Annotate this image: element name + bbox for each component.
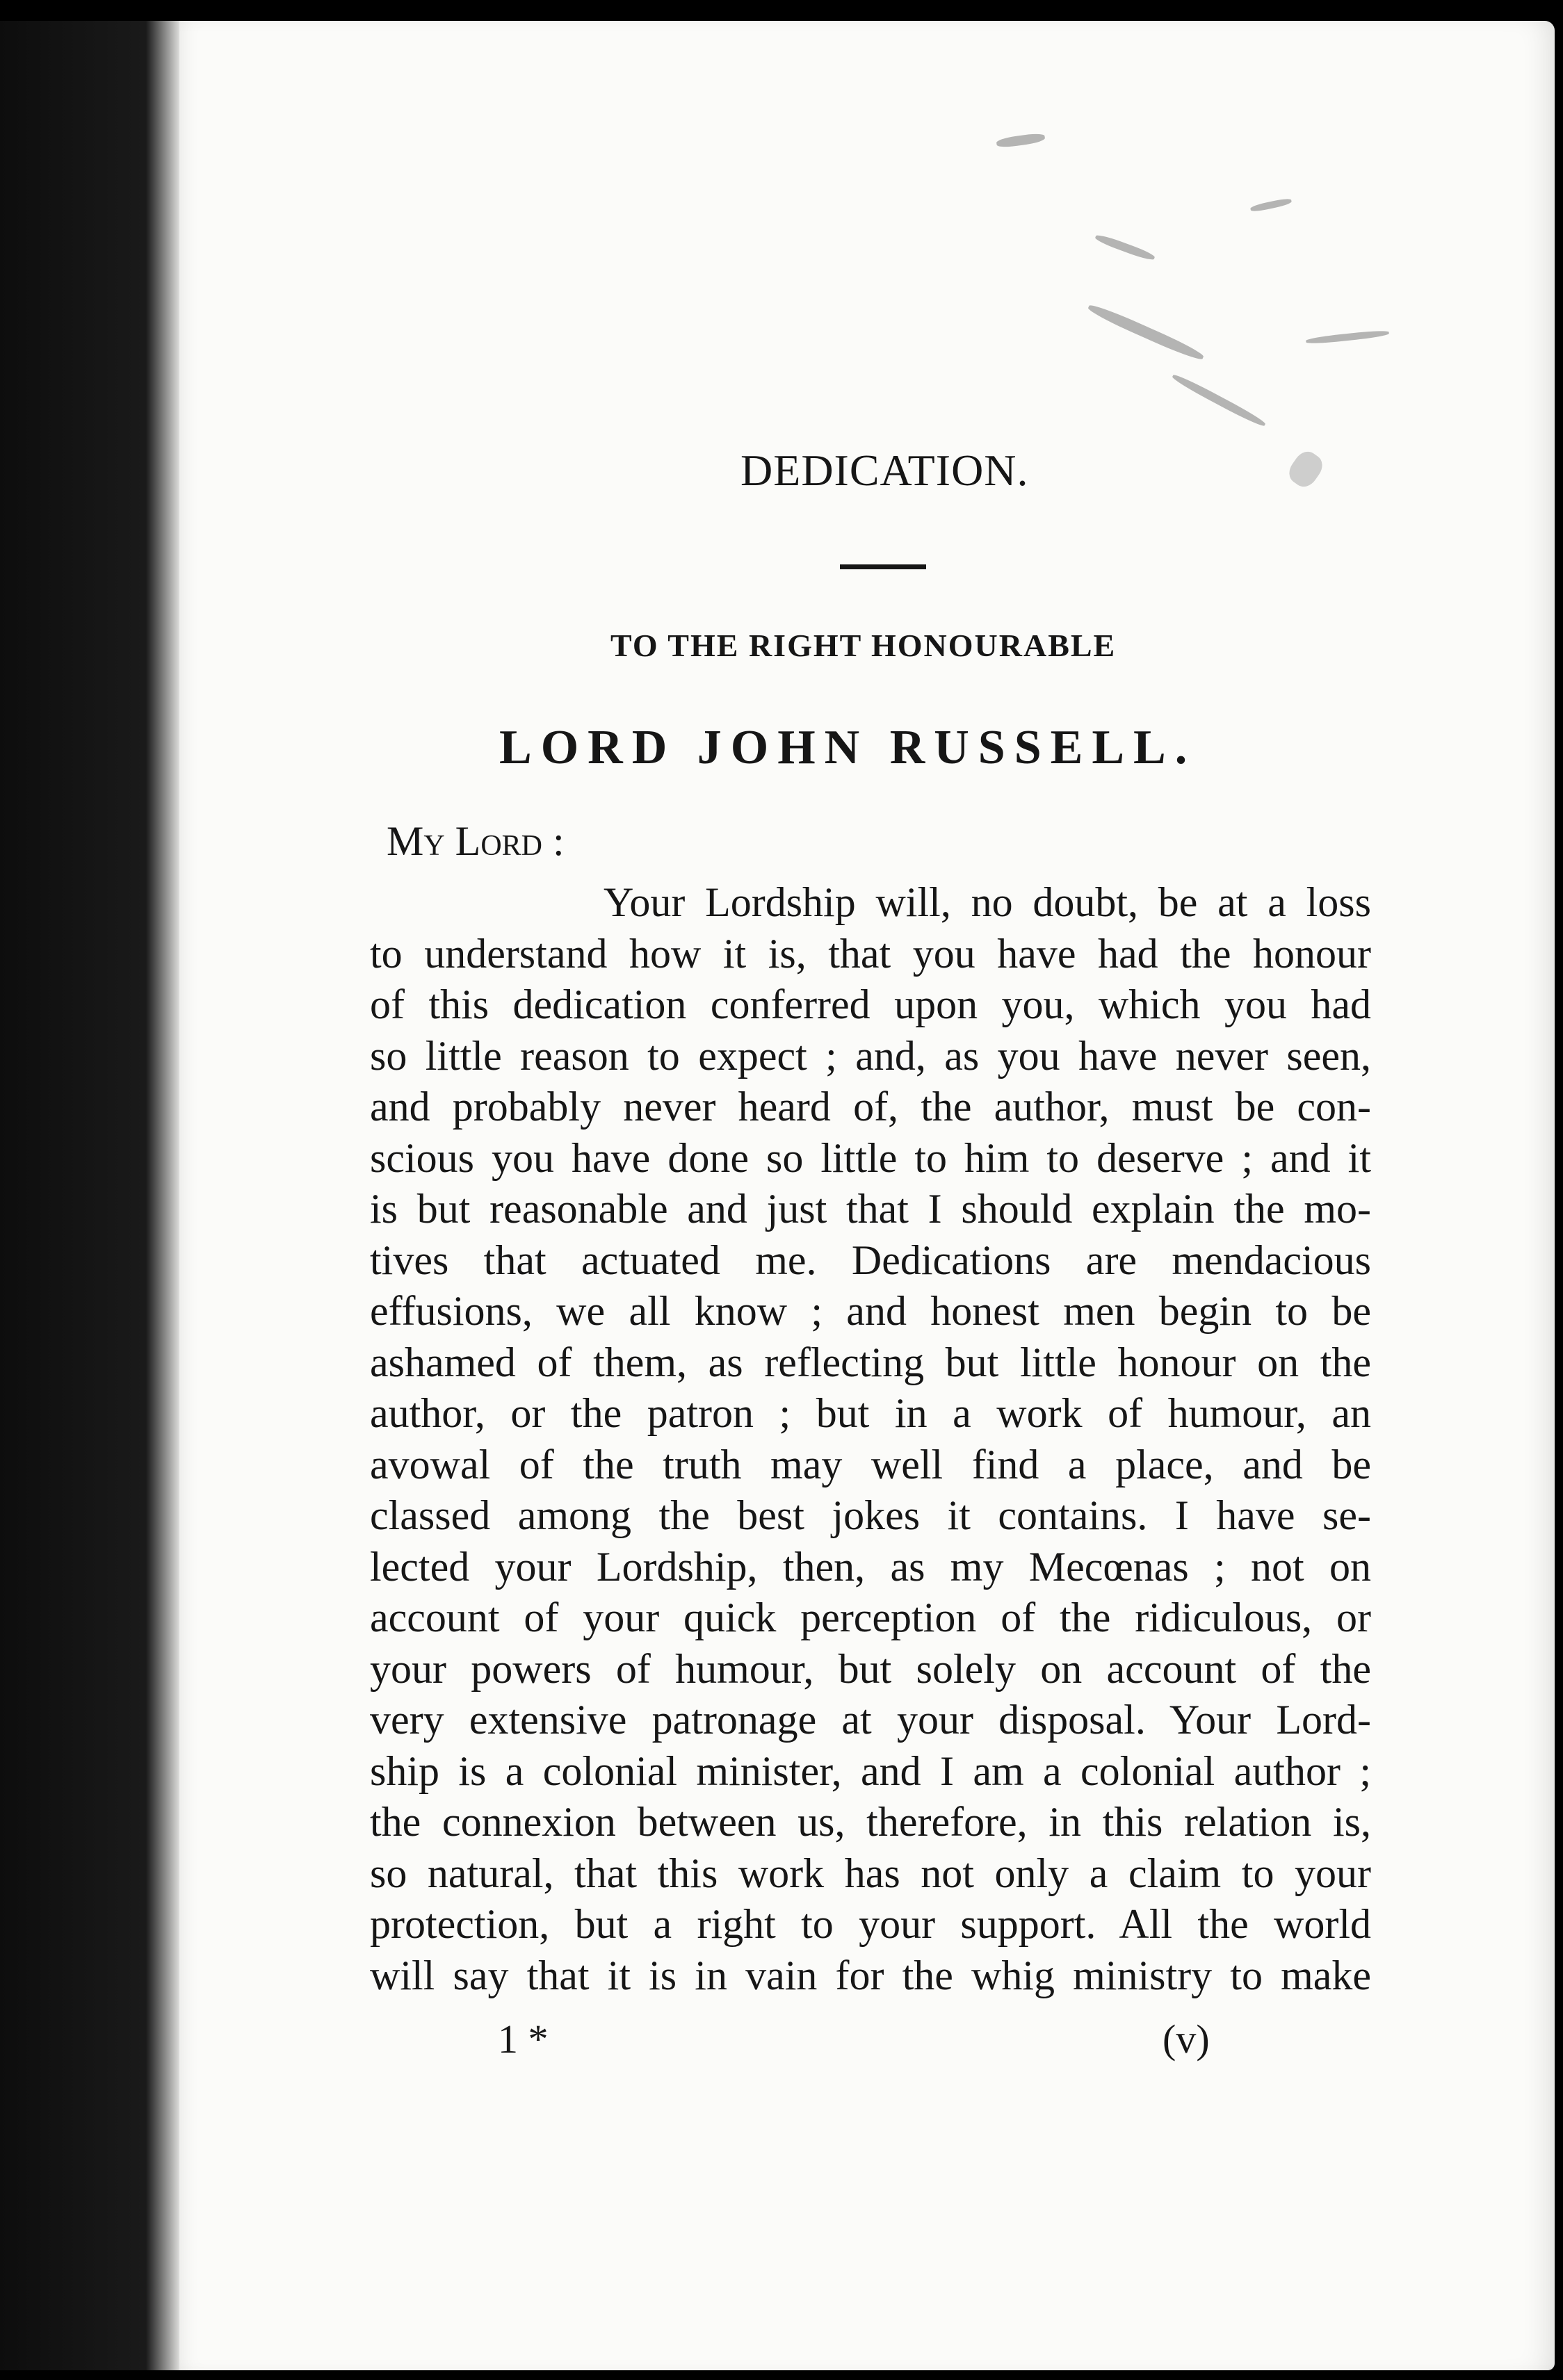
body-line: Your Lordship will, no doubt, be at a loss bbox=[604, 879, 1371, 925]
body-line: avowal of the truth may well find a place, and be bbox=[370, 1441, 1371, 1488]
dedication-recipient: LORD JOHN RUSSELL. bbox=[499, 721, 1197, 774]
signature-mark: 1 * bbox=[498, 2016, 549, 2062]
body-line: account of your quick perception of the ridiculous, or bbox=[370, 1595, 1371, 1640]
body-line: so natural, that this work has not only a claim to your bbox=[370, 1850, 1371, 1896]
body-line: to understand how it is, that you have had the honour bbox=[370, 930, 1371, 977]
ink-smudge bbox=[1087, 302, 1206, 363]
body-line: and probably never heard of, the author, must be con- bbox=[370, 1084, 1371, 1130]
body-line: will say that it is in vain for the whig ministry to make bbox=[370, 1952, 1371, 1998]
ink-smudge bbox=[996, 132, 1045, 149]
page-heading: DEDICATION. bbox=[740, 446, 1029, 495]
ink-smudge bbox=[1306, 329, 1389, 345]
ink-smudge bbox=[1171, 372, 1267, 428]
body-line: classed among the best jokes it contains. I have se- bbox=[370, 1492, 1371, 1538]
body-line: effusions, we all know ; and honest men begin to be bbox=[370, 1288, 1371, 1334]
body-line: very extensive patronage at your disposal. Your Lord- bbox=[370, 1697, 1371, 1743]
book-binding bbox=[0, 21, 209, 2370]
salutation: My Lord : bbox=[387, 818, 565, 864]
ink-smudge bbox=[1284, 447, 1327, 491]
body-line: of this dedication conferred upon you, which you had bbox=[370, 981, 1371, 1027]
body-line: is but reasonable and just that I should explain the mo- bbox=[370, 1186, 1371, 1232]
body-line: the connexion between us, therefore, in this relation is, bbox=[370, 1799, 1371, 1845]
body-line: ship is a colonial minister, and I am a colonial author ; bbox=[370, 1747, 1371, 1794]
body-line: lected your Lordship, then, as my Mecœnas ; not on bbox=[370, 1543, 1371, 1590]
body-line: scious you have done so little to him to deserve ; and it bbox=[370, 1134, 1371, 1181]
body-line: so little reason to expect ; and, as you have never seen, bbox=[370, 1032, 1371, 1079]
ink-smudge bbox=[1250, 197, 1293, 213]
body-line: ashamed of them, as reflecting but little honour on the bbox=[370, 1339, 1371, 1385]
body-line: author, or the patron ; but in a work of humour, an bbox=[370, 1390, 1371, 1436]
dedication-body bbox=[370, 877, 1371, 2001]
page-number: (v) bbox=[1163, 2016, 1210, 2062]
heading-rule bbox=[840, 564, 926, 569]
body-line: protection, but a right to your support. All the world bbox=[370, 1901, 1371, 1947]
body-line: your powers of humour, but solely on account of the bbox=[370, 1645, 1371, 1692]
ink-smudge bbox=[1094, 233, 1156, 262]
dedication-subtitle: TO THE RIGHT HONOURABLE bbox=[610, 628, 1117, 663]
body-line: tives that actuated me. Dedications are mendacious bbox=[370, 1237, 1371, 1283]
